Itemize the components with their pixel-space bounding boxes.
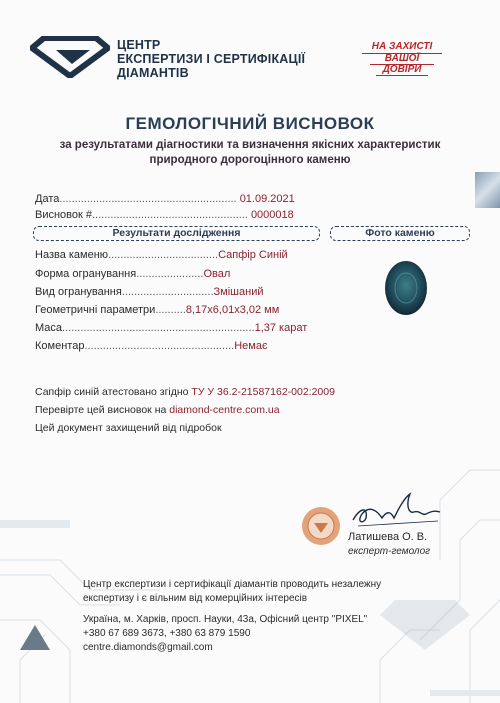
gem-photo — [383, 260, 429, 316]
brand-logo-icon — [30, 36, 110, 78]
footer-line-1: Центр експертизи і сертифікації діамантів проводить незалежну — [83, 579, 382, 590]
subtitle-line-2: природного дорогоцінного каменю — [149, 154, 351, 166]
footer-line-2: експертизу і є вільним від комерційних інтересів — [83, 593, 308, 604]
brand-line-2: ЕКСПЕРТИЗИ І СЕРТИФІКАЦІЇ — [117, 52, 306, 66]
gia-seal-icon — [301, 506, 341, 546]
field-row-name: Назва каменю....................................Сапфір Синій — [35, 249, 288, 261]
attestation-standard: ТУ У 36.2-21587162-002:2009 — [191, 386, 335, 398]
document-subtitle — [30, 138, 470, 168]
field-row-mass: Маса...............................................................1,37 карат — [35, 322, 308, 334]
attestation-text: Сапфір синій атестовано згідно — [35, 386, 192, 398]
signer-role: експерт-гемолог — [348, 546, 431, 557]
stamp-line-2: ВАШОЇ — [370, 54, 434, 65]
verify-text: Перевірте цей висновок на — [35, 404, 170, 416]
field-row-comment: Коментар.................................................Немає — [35, 340, 268, 352]
brand-line-1: ЦЕНТР — [117, 38, 161, 52]
subtitle-line-1: за результатами діагностики та визначення якісних характеристик — [59, 139, 441, 151]
verify-note — [35, 404, 280, 416]
results-section-header: Результати дослідження — [33, 226, 320, 241]
field-value: Немає — [234, 340, 268, 352]
field-value: Сапфір Синій — [218, 249, 288, 261]
date-row: Дата.......................................................... 01.09.2021 — [35, 193, 295, 205]
footer-phones: +380 67 689 3673, +380 63 879 1590 — [83, 628, 251, 639]
number-value: 0000018 — [250, 209, 294, 221]
field-value: Овал — [203, 268, 231, 280]
field-value: 8,17х6,01х3,02 мм — [185, 304, 280, 316]
date-label: Дата — [35, 193, 60, 205]
attestation-note — [35, 386, 335, 398]
photo-section-header: Фото каменю — [330, 226, 470, 241]
field-label: Форма огранування — [35, 268, 137, 280]
field-label: Маса — [35, 322, 63, 334]
number-label: Висновок # — [35, 209, 92, 221]
footer-disclaimer — [83, 578, 381, 606]
date-value: 01.09.2021 — [239, 193, 295, 205]
triangle-mark-icon — [20, 625, 50, 650]
verify-link[interactable]: diamond-centre.com.ua — [169, 404, 280, 416]
signer-name: Латишева О. В. — [348, 531, 428, 543]
field-row-dimensions: Геометричні параметри..........8,17х6,01х3,02 мм — [35, 304, 280, 316]
brand-line-3: ДІАМАНТІВ — [117, 66, 189, 80]
footer-address: Україна, м. Харків, просп. Науки, 43а, Офісний центр "PIXEL" — [83, 614, 368, 625]
field-label: Назва каменю — [35, 249, 109, 261]
number-row: Висновок #................................................... 0000018 — [35, 209, 294, 221]
stamp-line-1: НА ЗАХИСТІ — [362, 42, 442, 54]
field-label: Коментар — [35, 340, 85, 352]
hologram-sticker — [475, 172, 500, 208]
document-title: ГЕМОЛОГІЧНИЙ ВИСНОВОК — [125, 114, 375, 133]
brand-name — [117, 38, 305, 80]
protection-note: Цей документ захищений від підробок — [35, 422, 222, 434]
field-label: Геометричні параметри — [35, 304, 156, 316]
field-row-cut: Вид огранування..............................Змішаний — [35, 286, 264, 298]
field-row-shape: Форма огранування......................Овал — [35, 268, 231, 280]
field-value: Змішаний — [213, 286, 264, 298]
footer-email[interactable]: centre.diamonds@gmail.com — [83, 642, 213, 653]
stamp-line-3: ДОВІРИ — [376, 65, 428, 76]
signature-icon — [348, 490, 443, 530]
field-value: 1,37 карат — [254, 322, 308, 334]
field-label: Вид огранування — [35, 286, 122, 298]
trust-stamp — [362, 41, 442, 75]
footer-contacts — [83, 613, 367, 655]
